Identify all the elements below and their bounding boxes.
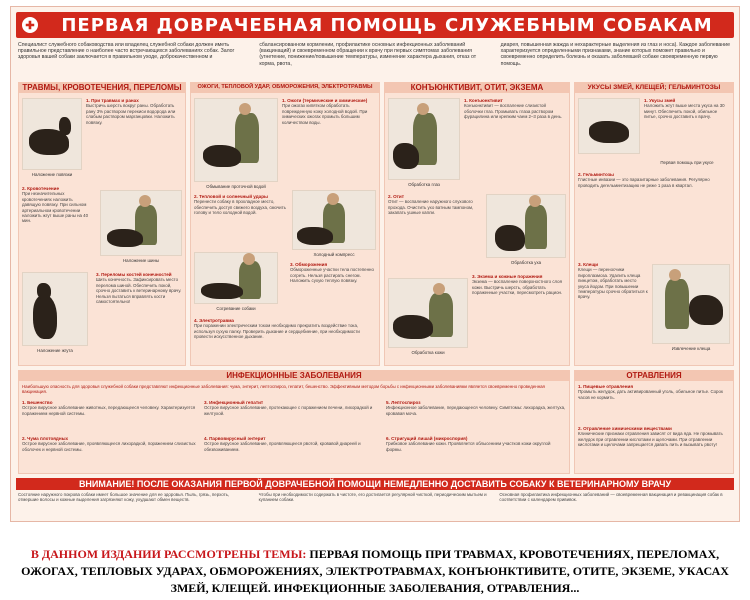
infect-lead: Наибольшую опасность для здоровья служебной собаки представляют инфекционные заболевания: чума, энтерит, лептоспироз, гепатит, бешенство. Эффективным методом борьбы с инфекционными заболеваниями является своевременно проведенная вакцинация. — [22, 384, 545, 395]
caption-compress: Холодный компресс — [313, 252, 355, 257]
title-bar — [16, 12, 734, 38]
trauma-item-1: 1. При травмах и ранах Выстричь шерсть вокруг раны. Обработать рану 3% раствором перекиси водорода или слабым раствором марганцовки. Наложить повязку. — [86, 98, 176, 125]
footer-col-3: Основная профилактика инфекционных заболеваний — своевременная вакцинация и ревакцинация собак в соответствии с календарем прививок. — [499, 492, 723, 503]
emblem-icon: ✚ — [20, 15, 40, 35]
footer-col-2: Чтобы при необходимости содержать в чистоте, его достигается регулярной чисткой, периодическим мытьем и купанием собаки. — [258, 492, 487, 503]
burns-item-1: 1. Ожоги (термические и химические) При ожогах кипятком обработать поврежденную кожу холодной водой. При химических ожогах промыть большим количеством воды. — [282, 98, 368, 125]
section-infect-head: ИНФЕКЦИОННЫЕ ЗАБОЛЕВАНИЯ — [18, 370, 570, 381]
caption-eye: Обработка глаз — [408, 182, 440, 187]
bites-item-1: 1. Укусы змей Наложить жгут выше места укуса на 30 минут. Обеспечить покой, обильное питье, срочно доставить к врачу. — [644, 98, 725, 120]
caption-bandage: Наложение повязки — [31, 172, 73, 177]
infect-item-4: 4. Парвовирусный энтерит Острое вирусное заболевание, проявляющееся рвотой, кровавой диареей и обезвоживанием. — [204, 436, 361, 452]
footer-col-1: Состояние наружного покрова собаки имеет большое значение для ее здоровья. Пыль, грязь, перхоть, отмершие волосы и кожные выделения загрязняют кожу, ухудшают обмен веществ. — [18, 492, 230, 503]
section-poison-head: ОТРАВЛЕНИЯ — [574, 370, 734, 381]
caption-tourniquet: Наложение жгута — [37, 348, 73, 353]
page-title: ПЕРВАЯ ДОВРАЧЕБНАЯ ПОМОЩЬ СЛУЖЕБНЫМ СОБАКАМ — [61, 14, 713, 36]
eyes-item-3: 3. Экзема и кожные поражения Экзема — воспаление поверхностного слоя кожи. Выстричь шерсть, обработать пораженные участки, пересмотреть рацион. — [472, 274, 563, 296]
infect-item-1: 1. Бешенство Острое вирусное заболевание животных, передающееся человеку. Характеризуется поражением нервной системы. — [22, 400, 196, 416]
photo-splint — [100, 190, 182, 256]
topics-caption — [10, 546, 740, 597]
photo-bandage — [22, 98, 82, 170]
photo-warming — [194, 252, 278, 304]
warning-banner: ВНИМАНИЕ! ПОСЛЕ ОКАЗАНИЯ ПЕРВОЙ ДОВРАЧЕБНОЙ ПОМОЩИ НЕМЕДЛЕННО ДОСТАВИТЬ СОБАКУ К ВЕТЕРИНАРНОМУ ВРАЧУ — [16, 478, 734, 490]
caption-tick: Извлечение клеща — [671, 346, 711, 351]
trauma-item-3: 3. Переломы костей конечностей Шить конечность. Зафиксировать место перелома шиной. Обеспечить покой, срочно доставить к ветеринарному врачу. Нельзя пытаться вправлять кости самостоятельно! — [96, 272, 182, 305]
section-burns-head: ОЖОГИ, ТЕПЛОВОЙ УДАР, ОБМОРОЖЕНИЯ, ЭЛЕКТРОТРАВМЫ — [190, 82, 380, 93]
infect-item-3: 3. Инфекционный гепатит Острое вирусное заболевание, протекающее с поражением печени, лихорадкой и желтухой. — [204, 400, 373, 416]
topics-lead: В ДАННОМ ИЗДАНИИ РАССМОТРЕНЫ ТЕМЫ: — [30, 547, 307, 561]
photo-eye — [388, 98, 460, 180]
photo-water — [194, 98, 278, 182]
section-bites-head: УКУСЫ ЗМЕЙ, КЛЕЩЕЙ; ГЕЛЬМИНТОЗЫ — [574, 82, 734, 93]
intro-col-2: сбалансированном кормлении, профилактике основных инфекционных заболеваний (вакцинаций) и своевременном обращении к врачу при первых симптомах заболевания (угнетение, понижение/повышение температуры, изменение характера дыхания, отказ от корма, рвота, — [259, 42, 477, 67]
section-eyes-head: КОНЪЮНКТИВИТ, ОТИТ, ЭКЗЕМА — [384, 82, 570, 93]
photo-tick — [652, 264, 730, 344]
infect-item-5: 5. Лептоспироз Инфекционное заболевание, передающееся человеку. Симптомы: лихорадка, желтуха, кровавая моча. — [386, 400, 566, 416]
photo-compress — [292, 190, 376, 250]
bites-item-2: 2. Гельминтозы Глистные инвазии — это паразитарные заболевания. Регулярно проводить дегельминтизацию не реже 1 раза в квартал. — [578, 172, 710, 188]
topics-list: ПЕРВАЯ ПОМОЩЬ ПРИ ТРАВМАХ, КРОВОТЕЧЕНИЯХ, ПЕРЕЛОМАХ, ОЖОГАХ, ТЕПЛОВЫХ УДАРАХ, ОБМОРОЖЕНИЯХ, ЭЛЕКТРОТРАВМАХ, КОНЪЮНКТИВИТЕ, ОТИТЕ, ЭКЗЕМЕ, УКАСАХ ЗМЕЙ, КЛЕЩЕЙ. ИНФЕКЦИОННЫЕ ЗАБОЛЕВАНИЯ, ОТРАВЛЕНИЯ... — [21, 547, 729, 595]
caption-splint: Наложение шины — [122, 258, 160, 263]
intro-col-1: Специалист служебного собаководства или владелец служебной собаки должен иметь правильное представление о наиболее часто встречающихся заболеваниях собак. Залог здоровья вашей собаки заключается в правильном уходе, доброкачественном и — [18, 42, 235, 61]
eyes-item-2: 2. Отит Отит — воспаление наружного слухового прохода. Очистить ухо ватным тампоном, закапать ушные капли. — [388, 194, 474, 216]
caption-ear: Обработка уха — [510, 260, 542, 265]
photo-ear — [486, 194, 566, 258]
section-trauma-head: ТРАВМЫ, КРОВОТЕЧЕНИЯ, ПЕРЕЛОМЫ — [18, 82, 186, 93]
photo-snake — [578, 98, 640, 154]
intro-text — [18, 42, 732, 80]
photo-tourniquet — [22, 272, 88, 346]
eyes-item-1: 1. Конъюнктивит Конъюнктивит — воспаление слизистой оболочки глаз. Промывать глаза раствором фурацилина или крепким чаем 2–3 раза в день. — [464, 98, 563, 120]
poison-item-2: 2. Отравление химическими веществами Клинические признаки отравления зависят от вида яда. Не промывать желудок при отравлении кислотами и щелочами. При отравлении кислотами и щелочами запрещается давать пить и вызывать рвоту! — [578, 426, 723, 448]
infect-item-6: 6. Стригущий лишай (микроспория) Грибковое заболевание кожи. Проявляется облысением участков кожи округлой формы. — [386, 436, 551, 452]
bites-item-3: 3. Клещи Клещи — переносчики пироплазмоза. Удалить клеща пинцетом, обработать место укуса йодом. При повышении температуры срочно обратиться к врачу. — [578, 262, 648, 300]
footer-text — [18, 492, 732, 518]
caption-warming: Согревание собаки — [216, 306, 256, 311]
caption-snake: Первая помощь при укусе — [660, 160, 714, 165]
burns-item-3: 3. Обморожения Обмороженные участки тела постепенно согреть. Нельзя растирать снегом. Наложить сухую теплую повязку. — [290, 262, 374, 284]
caption-water: Обмывание проточной водой — [206, 184, 266, 189]
caption-skin: Обработка кожи — [411, 350, 445, 355]
trauma-item-2: 2. Кровотечение При незначительных кровотечениях наложить давящую повязку. При сильном артериальном кровотечении наложить жгут выше раны на 40 мин. — [22, 186, 89, 224]
infect-item-2: 2. Чума плотоядных Острое вирусное заболевание, проявляющееся лихорадкой, поражением слизистых оболочек и нервной системы. — [22, 436, 196, 452]
intro-col-3: диарея, повышенная жажда и нехарактерные выделения из глаз и носа). Каждое заболевание характеризуется определенными признаками, знание которых поможет правильно и своевременно определить болезнь и оказать заболевшей собаке своевременную первую помощь. — [500, 42, 730, 67]
burns-item-2: 2. Тепловой и солнечный удары Перенести собаку в прохладное место, обеспечить доступ свежего воздуха, смочить голову и тело холодной водой. — [194, 194, 286, 216]
burns-item-4: 4. Электротравма При поражении электрическим током необходимо прекратить воздействие тока, используя сухую палку. Проверить дыхание и сердцебиение, при необходимости провести искусственное дыхание. — [194, 318, 360, 340]
poison-item-1: 1. Пищевые отравления Промыть желудок, дать активированный уголь, обильное питье. Сорок часов не кормить. — [578, 384, 723, 400]
photo-skin — [388, 278, 468, 348]
